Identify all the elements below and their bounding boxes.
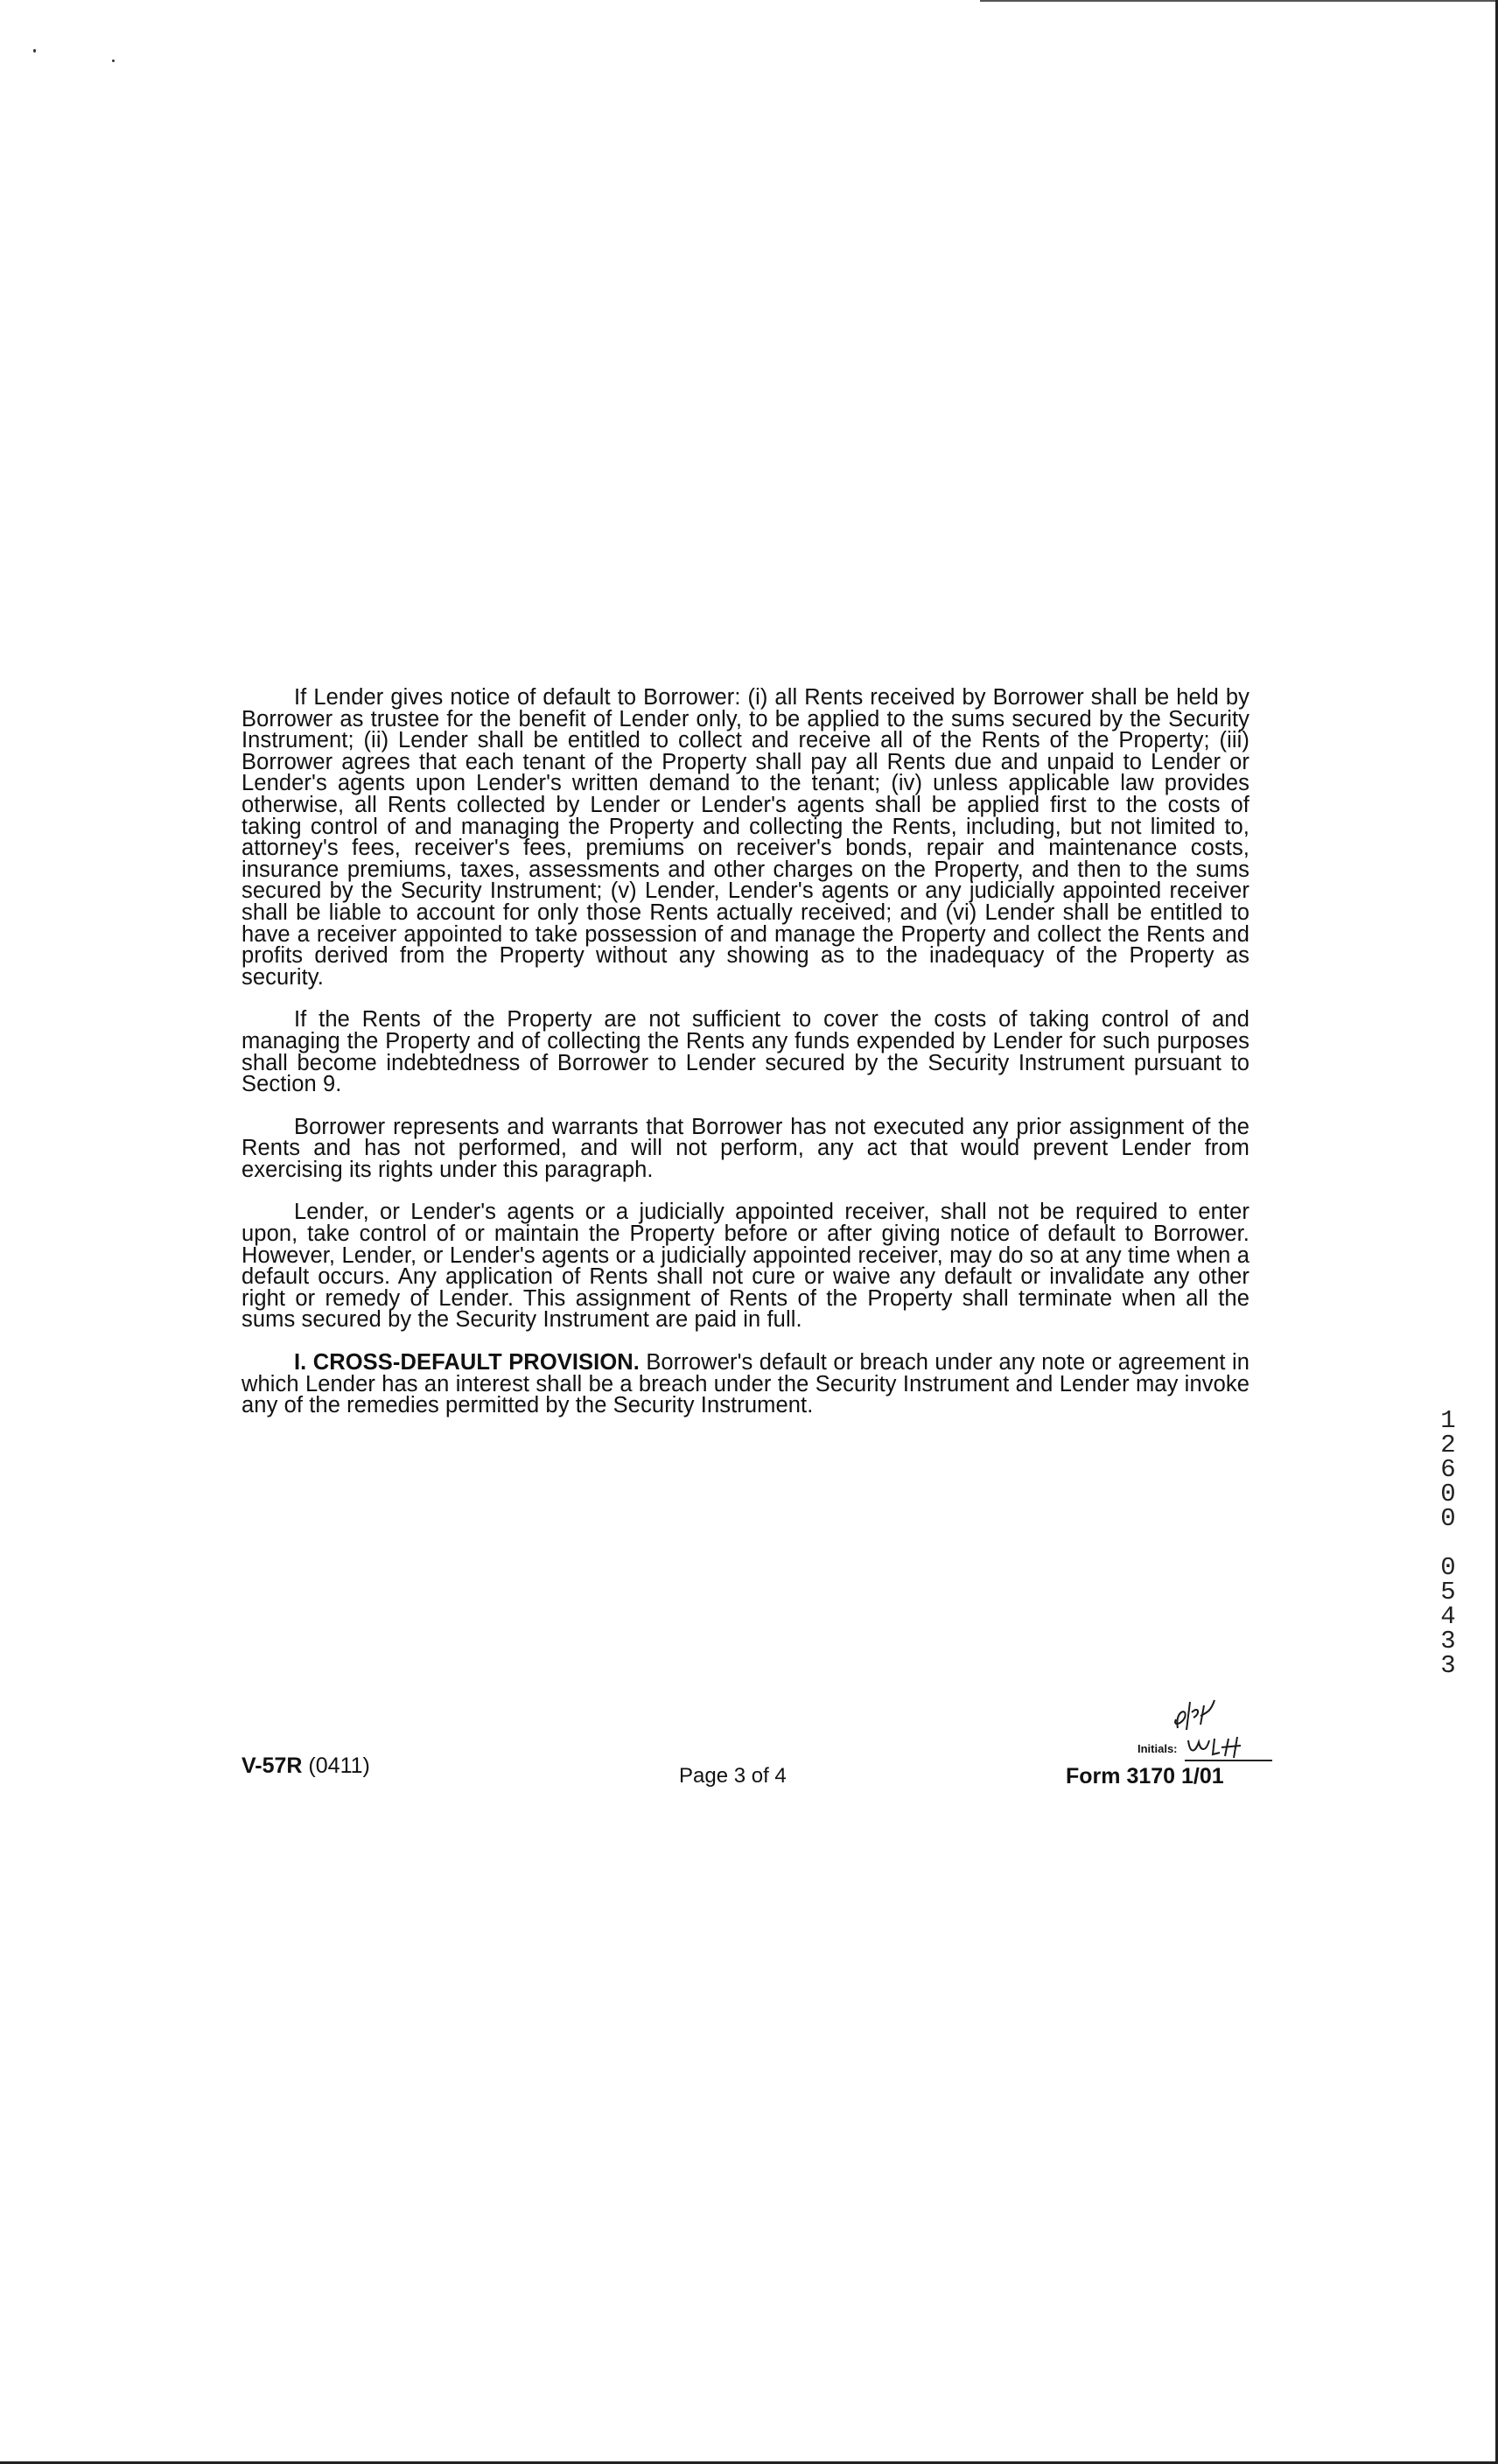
side-digit: 3 [1440,1627,1456,1656]
side-digit: 0 [1440,1504,1456,1533]
paragraph-rents-on-default: If Lender gives notice of default to Borrower: (i) all Rents received by Borrower shall be held by Borrower as trustee for the benefit of Lender only, to be applied to the sums secured by the Security Instrument; (ii) Lender shall be entitled to collect and receive all of the Rents of the Property; (iii) Borrower agrees that each tenant of the Property shall pay all Rents due and unpaid to Lender or Lender's agents upon Lender's written demand to the tenant; (iv) unless applicable law provides otherwise, all Rents collected by Lender or Lender's agents shall be applied first to the costs of taking control of and managing the Property and collecting the Rents, including, but not limited to, attorney's fees, receiver's fees, premiums on receiver's bonds, repair and maintenance costs, insurance premiums, taxes, assessments and other charges on the Property, and then to the sums secured by the Security Instrument; (v) Lender, Lender's agents or any judicially appointed receiver shall be liable to account for only those Rents actually received; and (vi) Lender shall be entitled to have a receiver appointed to take possession of and manage the Property and collect the Rents and profits derived from the Property without any showing as to the inadequacy of the Property as security. [242,685,1250,990]
side-document-number [1435,1406,1461,1680]
document-body [242,687,1250,1438]
side-digit: 0 [1440,1480,1456,1508]
paragraph-cross-default [242,1352,1250,1417]
page-number: Page 3 of 4 [679,1764,787,1788]
paragraph-insufficient-rents: If the Rents of the Property are not sufficient to cover the costs of taking control of and managing the Property and of collecting the Rents any funds expended by Lender for such purposes shall become indebtedness of Borrower to Lender secured by the Security Instrument pursuant to Section 9. [242,1007,1250,1097]
initials-label: Initials: [1138,1742,1178,1755]
scan-edge-top [980,0,1498,2]
initials-block [1138,1667,1286,1759]
form-code-series: V-57R [242,1754,303,1778]
paragraph-borrower-warranty: Borrower represents and warrants that Borrower has not executed any prior assignment of the Rents and has not performed, and will not perform, any act that would prevent Lender from exercising its rights under this paragraph. [242,1114,1250,1182]
side-digit: 2 [1440,1431,1456,1460]
side-digit: 1 [1440,1406,1456,1435]
cross-default-text: Borrower's default or breach under any note or agreement in which Lender has an interest shall be a breach under the Security Instrument and Lender may invoke any of the remedies permitted by the Security Instrument. [242,1350,1250,1418]
side-digit: 5 [1440,1578,1456,1606]
form-number: Form 3170 1/01 [1066,1764,1224,1788]
scan-speck [112,60,115,62]
side-digit: 0 [1440,1553,1456,1582]
side-digit: 3 [1440,1651,1456,1680]
scan-speck [33,49,36,52]
initials-underline [1185,1760,1272,1761]
side-digit: 6 [1440,1455,1456,1484]
side-number-gap [1435,1531,1461,1556]
side-digit: 4 [1440,1602,1456,1631]
form-code [242,1754,370,1779]
form-code-revision: (0411) [302,1754,370,1778]
cross-default-heading: I. CROSS-DEFAULT PROVISION. [294,1350,640,1376]
paragraph-receiver-rights: Lender, or Lender's agents or a judicially appointed receiver, shall not be required to enter upon, take control of or maintain the Property before or after giving notice of default to Borrower. However, Lender, or Lender's agents or a judicially appointed receiver, may do so at any time when a default occurs. Any application of Rents shall not cure or waive any default or invalidate any other right or remedy of Lender. This assignment of Rents of the Property shall terminate when all the sums secured by the Security Instrument are paid in full. [242,1200,1250,1333]
